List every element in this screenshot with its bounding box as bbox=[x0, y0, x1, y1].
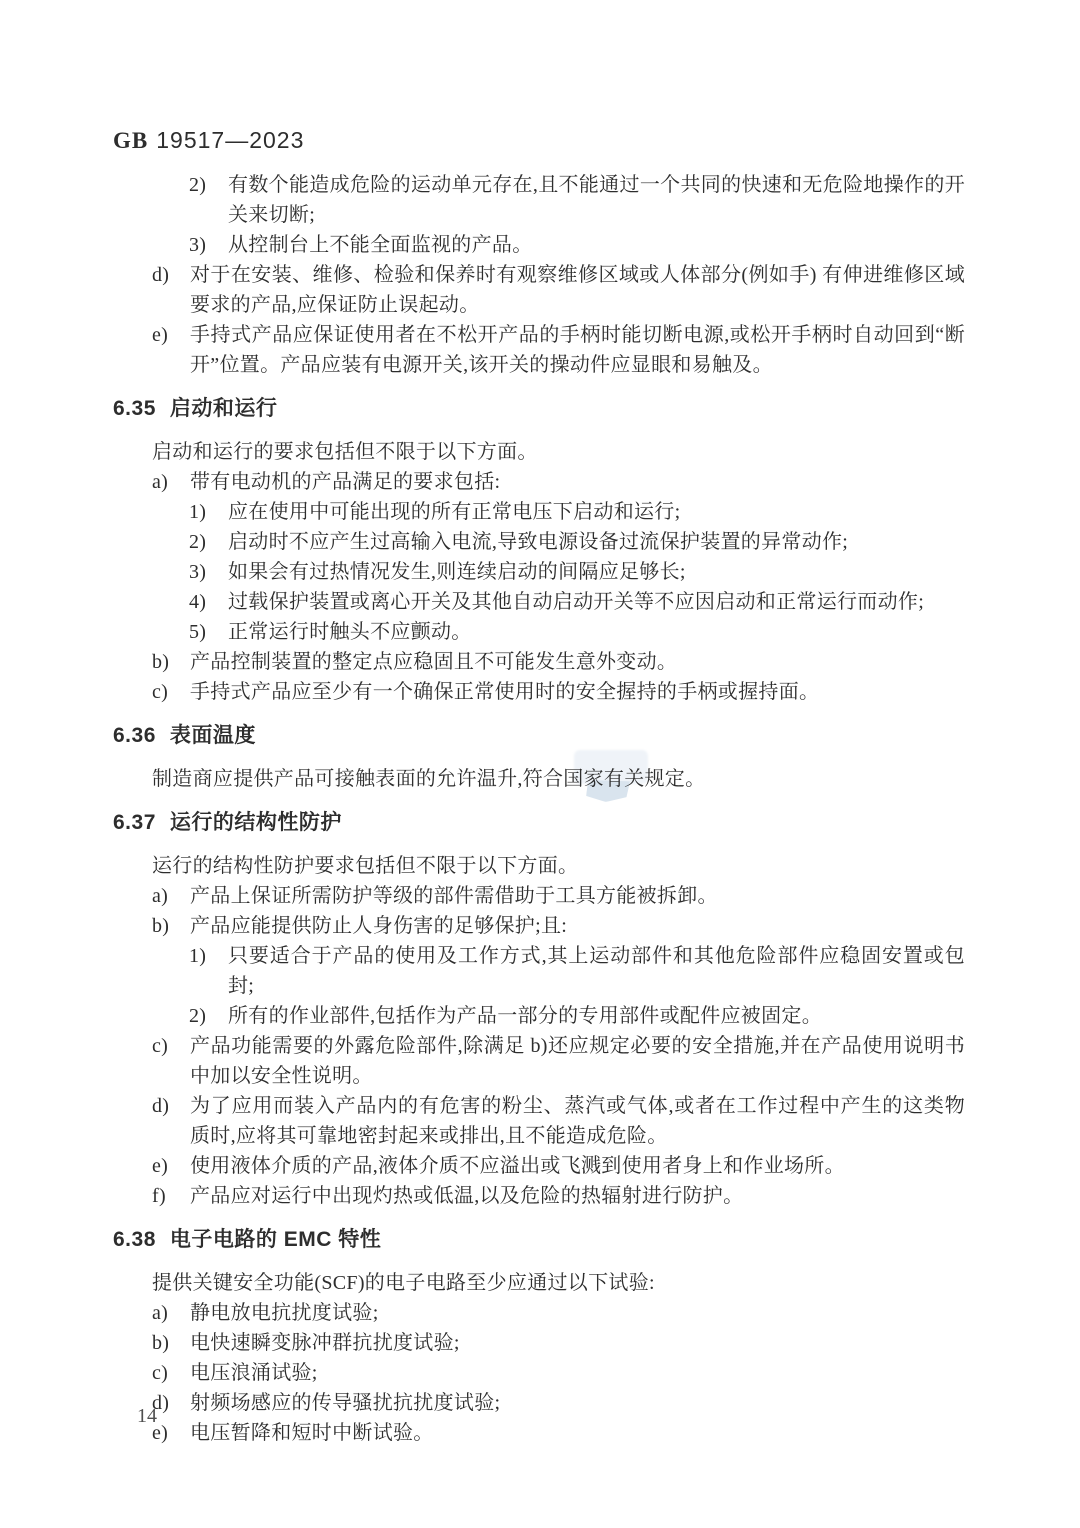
list-item-text: 启动时不应产生过高输入电流,导致电源设备过流保护装置的异常动作; bbox=[228, 531, 849, 553]
list-item bbox=[113, 1181, 965, 1211]
list-item bbox=[113, 260, 965, 320]
section-title: 启动和运行 bbox=[169, 397, 278, 420]
list-item bbox=[113, 170, 965, 230]
section-number: 6.37 bbox=[113, 811, 156, 834]
section-title: 表面温度 bbox=[169, 724, 256, 747]
paragraph bbox=[113, 764, 965, 794]
standard-number: 19517—2023 bbox=[156, 127, 305, 153]
list-item-text: 只要适合于产品的使用及工作方式,其上运动部件和其他危险部件应稳固安置或包封; bbox=[228, 945, 965, 997]
list-item-marker: f) bbox=[152, 1185, 166, 1207]
list-item-marker: e) bbox=[152, 1422, 169, 1444]
list-item-text: 正常运行时触头不应颤动。 bbox=[228, 621, 472, 643]
running-header bbox=[113, 127, 304, 154]
list-item-marker: b) bbox=[152, 651, 170, 673]
list-item-marker: c) bbox=[152, 681, 169, 703]
list-item-text: 使用液体介质的产品,液体介质不应溢出或飞溅到使用者身上和作业场所。 bbox=[190, 1155, 845, 1177]
list-item bbox=[113, 617, 965, 647]
section-heading bbox=[113, 808, 965, 838]
list-item bbox=[113, 497, 965, 527]
page-number: 14 bbox=[137, 1405, 157, 1427]
list-item bbox=[113, 1031, 965, 1091]
section-number: 6.36 bbox=[113, 724, 156, 747]
list-item-marker: 5) bbox=[189, 621, 207, 643]
section-title: 电子电路的 EMC 特性 bbox=[169, 1228, 382, 1251]
list-item bbox=[113, 320, 965, 380]
list-item-marker: a) bbox=[152, 1302, 169, 1324]
list-item bbox=[113, 587, 965, 617]
list-item-marker: a) bbox=[152, 885, 169, 907]
list-item-marker: 3) bbox=[189, 561, 207, 583]
list-item-marker: b) bbox=[152, 915, 170, 937]
list-item-text: 产品应对运行中出现灼热或低温,以及危险的热辐射进行防护。 bbox=[190, 1185, 744, 1207]
list-item-text: 射频场感应的传导骚扰抗扰度试验; bbox=[190, 1392, 501, 1414]
section-heading bbox=[113, 721, 965, 751]
list-item-text: 从控制台上不能全面监视的产品。 bbox=[228, 234, 533, 256]
section-number: 6.35 bbox=[113, 397, 156, 420]
list-item-marker: c) bbox=[152, 1362, 169, 1384]
list-item-text: 电快速瞬变脉冲群抗扰度试验; bbox=[190, 1332, 460, 1354]
list-item bbox=[113, 527, 965, 557]
list-item-marker: 1) bbox=[189, 945, 207, 967]
list-item-text: 带有电动机的产品满足的要求包括: bbox=[190, 471, 501, 493]
list-item-marker: 2) bbox=[189, 1005, 207, 1027]
section-title: 运行的结构性防护 bbox=[169, 811, 342, 834]
list-item-marker: b) bbox=[152, 1332, 170, 1354]
list-item-text: 如果会有过热情况发生,则连续启动的间隔应足够长; bbox=[228, 561, 686, 583]
list-item bbox=[113, 1091, 965, 1151]
list-item-marker: d) bbox=[152, 1095, 170, 1117]
document-content bbox=[113, 170, 965, 1448]
list-item-marker: e) bbox=[152, 1155, 169, 1177]
list-item bbox=[113, 941, 965, 1001]
paragraph bbox=[113, 851, 965, 881]
list-item-text: 产品控制装置的整定点应稳固且不可能发生意外变动。 bbox=[190, 651, 678, 673]
paragraph-text: 提供关键安全功能(SCF)的电子电路至少应通过以下试验: bbox=[152, 1272, 655, 1294]
list-item bbox=[113, 467, 965, 497]
list-item-text: 产品应能提供防止人身伤害的足够保护;且: bbox=[190, 915, 568, 937]
list-item-marker: d) bbox=[152, 1392, 170, 1414]
list-item-marker: d) bbox=[152, 264, 170, 286]
paragraph bbox=[113, 1268, 965, 1298]
list-item-marker: 2) bbox=[189, 174, 207, 196]
section-heading bbox=[113, 1225, 965, 1255]
list-item-marker: 1) bbox=[189, 501, 207, 523]
list-item-text: 应在使用中可能出现的所有正常电压下启动和运行; bbox=[228, 501, 681, 523]
list-item-marker: 3) bbox=[189, 234, 207, 256]
list-item-marker: e) bbox=[152, 324, 169, 346]
list-item-text: 为了应用而装入产品内的有危害的粉尘、蒸汽或气体,或者在工作过程中产生的这类物质时,应将其可靠地密封起来或排出,且不能造成危险。 bbox=[190, 1095, 965, 1147]
standard-code-label: GB bbox=[113, 128, 149, 153]
section-number: 6.38 bbox=[113, 1228, 156, 1251]
list-item-text: 电压暂降和短时中断试验。 bbox=[190, 1422, 434, 1444]
list-item-text: 产品功能需要的外露危险部件,除满足 b)还应规定必要的安全措施,并在产品使用说明书中加以安全性说明。 bbox=[190, 1035, 965, 1087]
list-item-marker: 4) bbox=[189, 591, 207, 613]
list-item bbox=[113, 1001, 965, 1031]
list-item-text: 手持式产品应保证使用者在不松开产品的手柄时能切断电源,或松开手柄时自动回到“断开”位置。产品应装有电源开关,该开关的操动件应显眼和易触及。 bbox=[190, 324, 965, 376]
list-item-text: 所有的作业部件,包括作为产品一部分的专用部件或配件应被固定。 bbox=[228, 1005, 822, 1027]
list-item-marker: 2) bbox=[189, 531, 207, 553]
list-item bbox=[113, 1418, 965, 1448]
list-item bbox=[113, 1388, 965, 1418]
paragraph-text: 运行的结构性防护要求包括但不限于以下方面。 bbox=[152, 855, 579, 877]
list-item bbox=[113, 1298, 965, 1328]
section-heading bbox=[113, 394, 965, 424]
list-item bbox=[113, 557, 965, 587]
list-item-text: 手持式产品应至少有一个确保正常使用时的安全握持的手柄或握持面。 bbox=[190, 681, 820, 703]
list-item bbox=[113, 911, 965, 941]
list-item-text: 有数个能造成危险的运动单元存在,且不能通过一个共同的快速和无危险地操作的开关来切断; bbox=[228, 174, 965, 226]
list-item bbox=[113, 1358, 965, 1388]
paragraph bbox=[113, 437, 965, 467]
list-item-text: 产品上保证所需防护等级的部件需借助于工具方能被拆卸。 bbox=[190, 885, 718, 907]
list-item bbox=[113, 881, 965, 911]
list-item bbox=[113, 230, 965, 260]
paragraph-text: 制造商应提供产品可接触表面的允许温升,符合国家有关规定。 bbox=[152, 768, 706, 790]
list-item bbox=[113, 1151, 965, 1181]
list-item-text: 对于在安装、维修、检验和保养时有观察维修区域或人体部分(例如手) 有伸进维修区域要求的产品,应保证防止误起动。 bbox=[190, 264, 965, 316]
paragraph-text: 启动和运行的要求包括但不限于以下方面。 bbox=[152, 441, 538, 463]
list-item-text: 过载保护装置或离心开关及其他自动启动开关等不应因启动和正常运行而动作; bbox=[228, 591, 925, 613]
list-item bbox=[113, 647, 965, 677]
list-item-text: 电压浪涌试验; bbox=[190, 1362, 318, 1384]
list-item-marker: a) bbox=[152, 471, 169, 493]
list-item-text: 静电放电抗扰度试验; bbox=[190, 1302, 379, 1324]
list-item bbox=[113, 677, 965, 707]
list-item bbox=[113, 1328, 965, 1358]
list-item-marker: c) bbox=[152, 1035, 169, 1057]
